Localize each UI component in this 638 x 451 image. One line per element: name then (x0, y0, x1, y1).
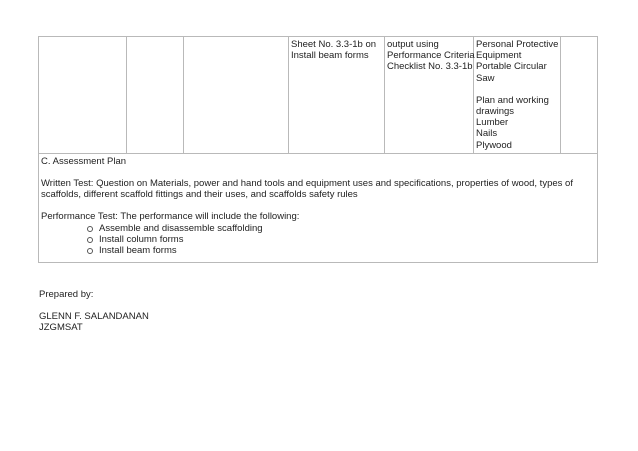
resource-line: Lumber (476, 117, 509, 129)
performance-test-intro: Performance Test: The performance will include the following: (41, 211, 300, 223)
evaluation-cell (385, 37, 474, 154)
preparer-organization: JZGMSAT (39, 322, 83, 334)
resources-row (39, 37, 598, 154)
empty-cell (39, 37, 127, 154)
empty-cell (561, 37, 598, 154)
circle-bullet-icon (87, 226, 93, 232)
performance-items-list (41, 223, 595, 257)
lesson-plan-table (38, 36, 598, 263)
circle-bullet-icon (87, 237, 93, 243)
list-item-text: Install beam forms (99, 245, 177, 257)
resource-line: Nails (476, 128, 498, 140)
assessment-heading: C. Assessment Plan (41, 155, 127, 167)
resource-line: drawings (476, 106, 515, 118)
resource-line: Plywood (476, 139, 512, 151)
list-item-text: Install column forms (99, 233, 184, 245)
list-item (87, 234, 595, 245)
info-sheet-line: Install beam forms (291, 50, 369, 62)
evaluation-line: Checklist No. 3.3-1b (387, 61, 473, 73)
preparer-name: GLENN F. SALANDANAN (39, 311, 149, 323)
resource-line: Equipment (476, 50, 522, 62)
empty-cell (127, 37, 184, 154)
list-item (87, 245, 595, 256)
info-sheet-cell (289, 37, 385, 154)
prepared-by-block (39, 289, 149, 334)
info-sheet-line: Sheet No. 3.3-1b on (291, 39, 377, 50)
prepared-by-label: Prepared by: (39, 289, 94, 300)
evaluation-line: Performance Criteria (387, 50, 475, 62)
assessment-plan-cell (39, 153, 598, 262)
empty-cell (184, 37, 289, 154)
circle-bullet-icon (87, 248, 93, 254)
list-item-text: Assemble and disassemble scaffolding (99, 222, 263, 234)
written-test-text: Written Test: Question on Materials, power and hand tools and equipment uses and specifications, properties of wood, types of scaffolds, different scaffold fittings and their uses, and scaffolds safety rules (41, 178, 573, 201)
evaluation-line: output using (387, 39, 439, 50)
assessment-plan-row (39, 153, 598, 262)
resource-line: Saw (476, 72, 495, 84)
resource-line: Personal Protective (476, 39, 559, 50)
resources-cell (474, 37, 561, 154)
resource-line: Portable Circular (476, 61, 547, 73)
list-item (87, 223, 595, 234)
resource-line: Plan and working (476, 94, 549, 106)
